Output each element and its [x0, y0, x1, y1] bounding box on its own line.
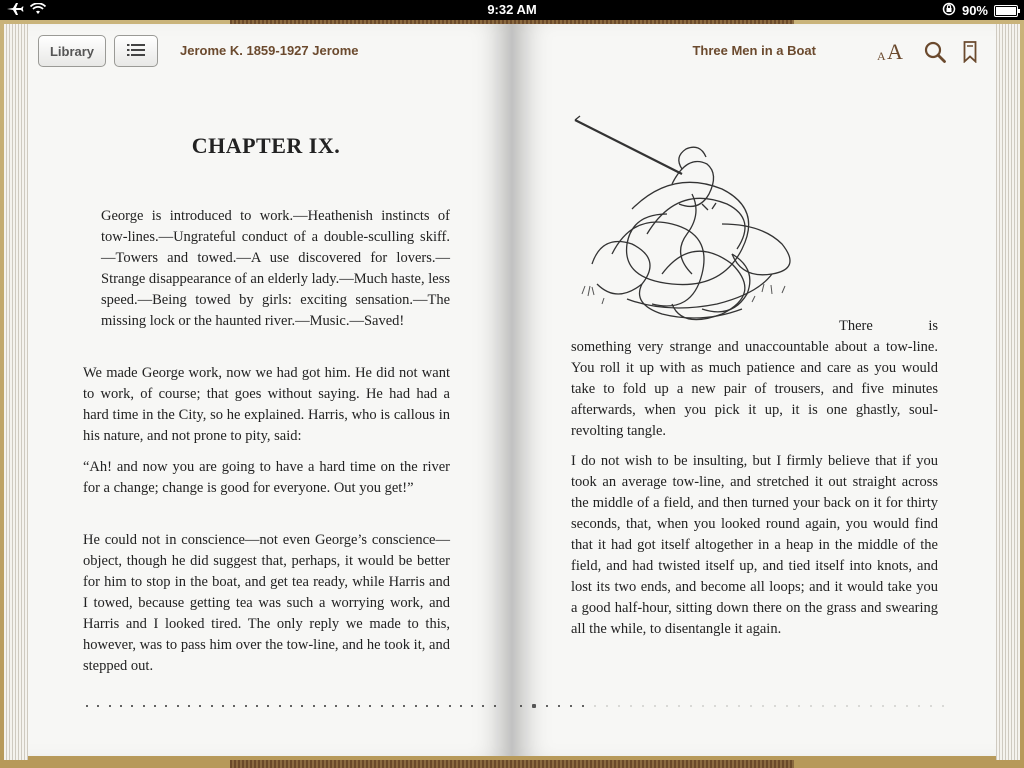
page-dot [313, 705, 315, 707]
page-dot [654, 705, 656, 707]
page-dot [810, 705, 812, 707]
battery-fill [996, 7, 1016, 15]
page-dot [582, 705, 584, 707]
page-dot [846, 705, 848, 707]
page-dot [120, 705, 122, 707]
font-size-icon[interactable] [874, 38, 908, 66]
page-dot [347, 705, 349, 707]
page-dot [381, 705, 383, 707]
page-dot [335, 705, 337, 707]
page-dot [774, 705, 776, 707]
page-scrubber-right[interactable] [520, 700, 944, 712]
page-dot [211, 705, 213, 707]
page-dot [678, 705, 680, 707]
page-dot [460, 705, 462, 707]
page-dot [714, 705, 716, 707]
page-dot [690, 705, 692, 707]
tangled-dog-illustration [572, 114, 804, 334]
battery-percent: 90% [961, 3, 988, 18]
page-dot [403, 705, 405, 707]
page-dot [570, 705, 572, 707]
page-dot [666, 705, 668, 707]
page-scrubber-left[interactable] [86, 700, 496, 712]
page-dot [894, 705, 896, 707]
battery-icon [994, 5, 1018, 17]
page-dot [558, 705, 560, 707]
page-dot [798, 705, 800, 707]
page-dot [188, 705, 190, 707]
search-icon[interactable] [922, 38, 948, 66]
left-paragraph-2: “Ah! and now you are going to have a hard time on the river for a change; change is good for everyone. Out you get!” [83, 459, 450, 496]
lock-rotation-icon [942, 2, 956, 19]
table-of-contents-button[interactable] [114, 35, 158, 67]
page-dot [882, 705, 884, 707]
page-dot [109, 705, 111, 707]
page-dot [426, 705, 428, 707]
page-dot [520, 705, 522, 707]
page-dot [279, 705, 281, 707]
page-dot [918, 705, 920, 707]
page-dot [324, 705, 326, 707]
page-dot [762, 705, 764, 707]
page-dot [594, 705, 596, 707]
page-dot [415, 705, 417, 707]
chapter-summary: George is introduced to work.—Heathenish instincts of tow-lines.—Ungrateful conduct of a double-sculling skiff.—Towers and towed.—A use discovered for lovers.—Strange disappearance of an elderly lady.—Much haste, less speed.—Being towed by girls: exciting sensation.—The missing lock or the haunted river.—Music.—Saved! [101, 208, 450, 329]
status-time: 9:32 AM [487, 2, 537, 17]
page-dot [906, 705, 908, 707]
page-dot [369, 705, 371, 707]
left-paragraph-3: He could not in conscience—not even George’s conscience—object, though he did suggest that, perhaps, it would be better for him to stop in the boat, and get tea ready, while Harris and I towed, because getting tea was such a worrying work, and Harris and I looked tired. The only reply we made to this, however, was to pass him over the tow-line, and he took it, and stepped out. [83, 532, 450, 674]
page-dot [222, 705, 224, 707]
left-paragraph-1: We made George work, now we had got him. He did not want to work, of course; that goes without saying. He had had a hard time in the City, so he explained. Harris, who is callous in his nature, and not prone to pity, said: [83, 365, 450, 444]
page-dot [449, 705, 451, 707]
page-dot [786, 705, 788, 707]
page-dot [942, 705, 944, 707]
svg-text:A: A [877, 49, 886, 63]
page-dot [858, 705, 860, 707]
page-edges-right [996, 24, 1020, 760]
page-dot [437, 705, 439, 707]
page-dot [642, 705, 644, 707]
status-bar [0, 0, 1024, 20]
page-dot [546, 705, 548, 707]
right-paragraph-1-text: There is something very strange and unaccountable about a tow-line. You roll it up with as much patience and care as you would take to fold up a new pair of trousers, and five minutes afterwards, when you pick it up, it is one ghastly, soul-revolting tangle. [571, 318, 938, 439]
page-dot [702, 705, 704, 707]
page-dot [165, 705, 167, 707]
page-dot [358, 705, 360, 707]
page-dot [233, 705, 235, 707]
page-dot [738, 705, 740, 707]
right-paragraph-2: I do not wish to be insulting, but I firmly believe that if you took an average tow-line, and stretched it out straight across the middle of a field, and then turned your back on it for thirty seconds, that, when you looked round again, you would find that it had got itself altogether in a heap in the middle of the field, and had twisted itself up, and tied itself into knots, and lost its two ends, and become all loops; and it would take you a good half-hour, sitting down there on the grass and swearing all the while, to disentangle it again. [571, 453, 938, 637]
page-dot [726, 705, 728, 707]
page-dot [86, 705, 88, 707]
page-dot [606, 705, 608, 707]
right-paragraph-1 [571, 316, 938, 442]
page-dot [471, 705, 473, 707]
page-position-marker [532, 704, 536, 708]
page-dot [834, 705, 836, 707]
page-dot [930, 705, 932, 707]
page-dot [618, 705, 620, 707]
page-dot [392, 705, 394, 707]
page-dot [131, 705, 133, 707]
library-button[interactable]: Library [38, 35, 106, 67]
chapter-heading: CHAPTER IX. [191, 133, 341, 158]
page-dot [143, 705, 145, 707]
page-dot [245, 705, 247, 707]
book-spine-bottom [230, 760, 794, 768]
page-dot [870, 705, 872, 707]
page-edges-left [4, 24, 28, 760]
page-dot [199, 705, 201, 707]
page-dot [290, 705, 292, 707]
page-dot [301, 705, 303, 707]
page-dot [97, 705, 99, 707]
page-dot [177, 705, 179, 707]
page-dot [822, 705, 824, 707]
page-dot [630, 705, 632, 707]
page-dot [494, 705, 496, 707]
bookmark-icon[interactable] [960, 38, 980, 66]
page-dot [482, 705, 484, 707]
book-author: Jerome K. 1859-1927 Jerome [180, 43, 359, 58]
page-dot [154, 705, 156, 707]
book-title: Three Men in a Boat [692, 43, 816, 58]
svg-text:A: A [887, 40, 903, 64]
page-dot [256, 705, 258, 707]
page-dot [267, 705, 269, 707]
page-dot [750, 705, 752, 707]
list-icon [127, 43, 145, 60]
